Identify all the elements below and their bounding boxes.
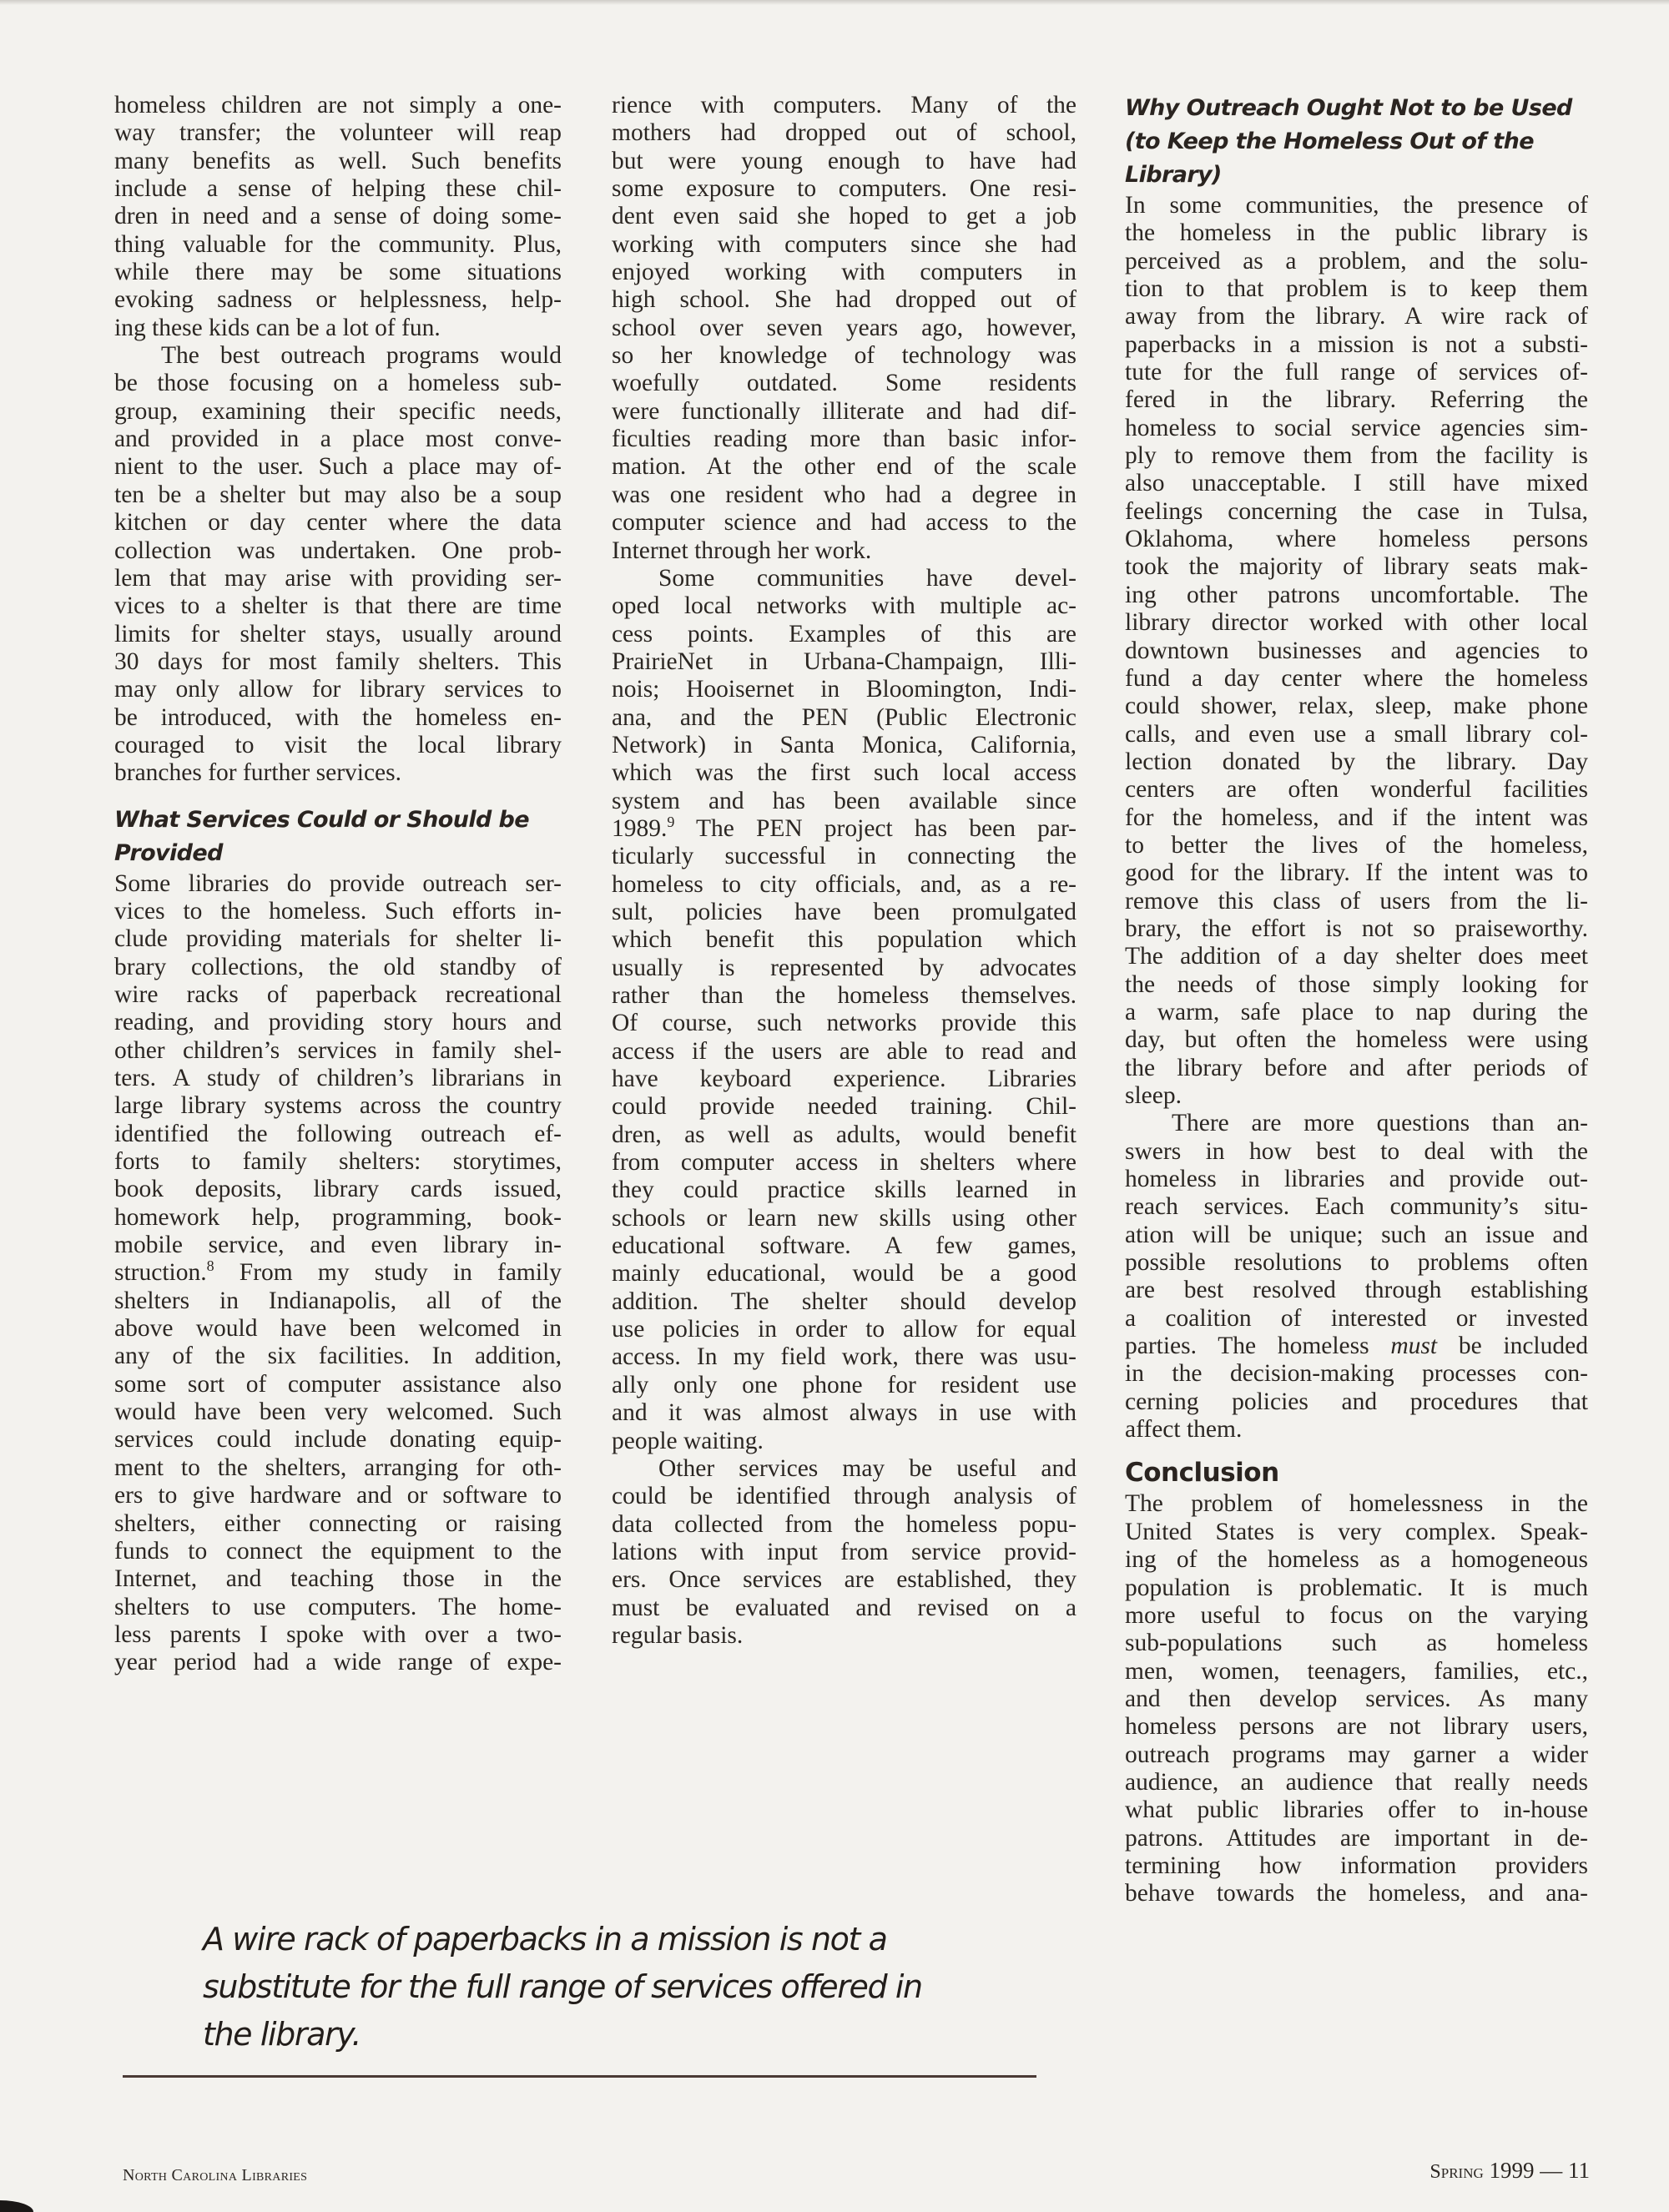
text-line: ply to remove them from the facility is: [1125, 442, 1588, 470]
text-line: kitchen or day center where the data: [114, 509, 562, 537]
text-line: ing these kids can be a lot of fun.: [114, 314, 441, 341]
section-heading: Why Outreach Ought Not to be Used: [1125, 95, 1572, 121]
text-line: more useful to focus on the varying: [1125, 1601, 1588, 1629]
text-line: access if the users are able to read and: [612, 1037, 1077, 1065]
text-line: some exposure to computers. One resi-: [612, 175, 1077, 203]
text-line: computer science and had access to the: [612, 509, 1077, 537]
text-line: swers in how best to deal with the: [1125, 1137, 1588, 1165]
text-line: homework help, programming, book-: [114, 1203, 562, 1231]
text-line: were functionally illiterate and had dif-: [612, 397, 1077, 425]
text-line: perceived as a problem, and the solu-: [1125, 247, 1588, 275]
text-line: regular basis.: [612, 1621, 744, 1649]
footer-season: Spring: [1429, 2161, 1484, 2183]
text-line: less parents I spoke with over a two-: [114, 1620, 562, 1648]
section-heading: Conclusion: [1125, 1458, 1279, 1489]
text-line: reading, and providing story hours and: [114, 1009, 562, 1036]
text-line: dren in need and a sense of doing some-: [114, 203, 562, 230]
text-line: shelters in Indianapolis, all of the: [114, 1287, 562, 1314]
text-line: large library systems across the country: [114, 1092, 562, 1120]
text-line: ing other patrons uncomfortable. The: [1125, 581, 1588, 608]
text-line: woefully outdated. Some residents: [612, 370, 1077, 397]
pull-quote-rule: [123, 2075, 1036, 2078]
text-line: took the majority of library seats mak-: [1125, 553, 1588, 581]
text-line: other children’s services in family shel-: [114, 1036, 562, 1064]
text-line: vices to the homeless. Such efforts in-: [114, 897, 562, 925]
text-line: library director worked with other local: [1125, 609, 1588, 637]
text-line: calls, and even use a small library col-: [1125, 720, 1588, 748]
text-line: shelters to use computers. The home-: [114, 1593, 562, 1620]
text-line: could shower, relax, sleep, make phone: [1125, 693, 1588, 720]
text-line: Internet, and teaching those in the: [114, 1565, 562, 1593]
text-line: are best resolved through establishing: [1125, 1277, 1588, 1304]
text-line: couraged to visit the local library: [114, 731, 562, 758]
text-line: homeless in libraries and provide out-: [1125, 1166, 1588, 1193]
text-line: day, but often the homeless were using: [1125, 1026, 1588, 1054]
text-line: sult, policies have been promulgated: [612, 898, 1077, 925]
text-line: identified the following outreach ef-: [114, 1120, 562, 1147]
text-line: be those focusing on a homeless sub-: [114, 370, 562, 397]
text-line: and then develop services. As many: [1125, 1685, 1588, 1712]
text-line: behave towards the homeless, and ana-: [1125, 1880, 1588, 1907]
text-line: shelters, either connecting or raising: [114, 1509, 562, 1537]
text-line: people waiting.: [612, 1427, 764, 1454]
text-line: above would have been welcomed in: [114, 1315, 562, 1343]
text-fragment: struction.: [114, 1259, 207, 1287]
text-line: rather than the homeless themselves.: [612, 982, 1077, 1009]
text-line: evoking sadness or helplessness, help-: [114, 286, 562, 314]
text-line: sleep.: [1125, 1082, 1182, 1109]
text-line: may only allow for library services to: [114, 676, 562, 703]
text-line: for the homeless, and if the intent was: [1125, 804, 1588, 831]
text-line: services could include donating equip-: [114, 1426, 562, 1454]
text-line: reach services. Each community’s situ-: [1125, 1193, 1588, 1221]
text-line: addition. The shelter should develop: [612, 1287, 1077, 1315]
text-line: Some libraries do provide outreach ser-: [114, 869, 562, 897]
text-line: mation. At the other end of the scale: [612, 453, 1077, 481]
text-line: brary, the effort is not so praiseworthy.: [1125, 915, 1588, 942]
text-line: lations with input from service provid-: [612, 1538, 1077, 1565]
text-line: Some communities have devel-: [658, 564, 1077, 592]
text-line: ation will be unique; such an issue and: [1125, 1221, 1588, 1248]
text-line: branches for further services.: [114, 759, 402, 787]
text-line: ers. Once services are established, they: [612, 1566, 1077, 1594]
text-line: school over seven years ago, however,: [612, 314, 1077, 341]
text-line: ficulties reading more than basic infor-: [612, 426, 1077, 453]
text-line: educational software. A few games,: [612, 1232, 1077, 1260]
text-line: ticularly successful in connecting the: [612, 843, 1077, 870]
text-line: way transfer; the volunteer will reap: [114, 119, 562, 147]
text-line: mothers had dropped out of school,: [612, 119, 1077, 147]
text-line: patrons. Attitudes are important in de-: [1125, 1824, 1588, 1852]
text-line: nois; Hooisernet in Bloomington, Indi-: [612, 676, 1077, 703]
text-line: enjoyed working with computers in: [612, 259, 1077, 286]
text-line: funds to connect the equipment to the: [114, 1537, 562, 1565]
text-line: so her knowledge of technology was: [612, 342, 1077, 370]
text-line: There are more questions than an-: [1172, 1110, 1588, 1137]
text-line: they could practice skills learned in: [612, 1177, 1077, 1204]
text-line: group, examining their specific needs,: [114, 397, 562, 425]
text-line: paperbacks in a mission is not a substi-: [1125, 330, 1588, 358]
pull-quote-line: the library.: [203, 2016, 361, 2053]
page-corner-shadow: [0, 2200, 33, 2212]
text-line: book deposits, library cards issued,: [114, 1176, 562, 1203]
text-line: dren, as well as adults, would benefit: [612, 1121, 1077, 1148]
text-line: mobile service, and even library in-: [114, 1232, 562, 1259]
article-column-1: [114, 92, 562, 1677]
pull-quote-line: A wire rack of paperbacks in a mission is not a: [203, 1921, 887, 1958]
text-line: the library before and after periods of: [1125, 1054, 1588, 1081]
text-line: wire racks of paperback recreational: [114, 980, 562, 1008]
text-line: use policies in order to allow for equal: [612, 1316, 1077, 1343]
text-line: cess points. Examples of this are: [612, 620, 1077, 647]
text-line: fered in the library. Referring the: [1125, 386, 1588, 414]
section-heading: Provided: [114, 839, 223, 866]
text-line: forts to family shelters: storytimes,: [114, 1148, 562, 1176]
text-line: In some communities, the presence of: [1125, 192, 1588, 219]
text-line: away from the library. A wire rack of: [1125, 303, 1588, 330]
text-line: termining how information providers: [1125, 1852, 1588, 1879]
text-line: PrairieNet in Urbana-Champaign, Illi-: [612, 647, 1077, 675]
text-line: Other services may be useful and: [658, 1454, 1077, 1482]
text-fragment: 1989.: [612, 814, 668, 842]
text-line: affect them.: [1125, 1416, 1243, 1444]
text-line: a warm, safe place to nap during the: [1125, 998, 1588, 1025]
text-line: ally only one phone for resident use: [612, 1371, 1077, 1398]
text-line: must be evaluated and revised on a: [612, 1594, 1077, 1621]
text-fragment: parties. The homeless: [1125, 1333, 1391, 1360]
text-line: ters. A study of children’s librarians in: [114, 1065, 562, 1091]
section-heading: What Services Could or Should be: [114, 806, 529, 833]
text-line: remove this class of users from the li-: [1125, 887, 1588, 915]
text-line: year period had a wide range of expe-: [114, 1649, 562, 1676]
text-line: working with computers since she had: [612, 230, 1077, 258]
text-line: vices to a shelter is that there are time: [114, 592, 562, 620]
text-line: dent even said she hoped to get a job: [612, 203, 1077, 230]
text-line: from computer access in shelters where: [612, 1149, 1077, 1177]
text-line: feelings concerning the case in Tulsa,: [1125, 497, 1588, 525]
text-line: outreach programs may garner a wider: [1125, 1741, 1588, 1768]
text-line: Internet through her work.: [612, 537, 872, 564]
text-line: good for the library. If the intent was to: [1125, 859, 1588, 887]
text-line: lection donated by the library. Day: [1125, 748, 1588, 775]
text-line: ment to the shelters, arranging for oth-: [114, 1454, 562, 1481]
footer-issue-and-page: [1429, 2158, 1590, 2184]
text-line: population is problematic. It is much: [1125, 1574, 1588, 1601]
text-line: the homeless in the public library is: [1125, 219, 1588, 247]
text-line: access. In my field work, there was usu-: [612, 1343, 1077, 1371]
text-line: tion to that problem is to keep them: [1125, 275, 1588, 303]
pull-quote: [203, 1916, 1004, 2058]
text-line: could provide needed training. Chil-: [612, 1093, 1077, 1121]
text-line: The best outreach programs would: [161, 342, 562, 370]
text-line: some sort of computer assistance also: [114, 1370, 562, 1398]
footnote-marker: 8: [206, 1257, 214, 1275]
text-line: nient to the user. Such a place may of-: [114, 453, 562, 481]
text-line: homeless children are not simply a one-: [114, 92, 562, 118]
text-line: which benefit this population which: [612, 926, 1077, 954]
text-line: while there may be some situations: [114, 259, 562, 286]
text-line: be introduced, with the homeless en-: [114, 703, 562, 731]
section-heading: Library): [1125, 162, 1222, 188]
text-line: The problem of homelessness in the: [1125, 1490, 1588, 1518]
page-number: 11: [1568, 2158, 1590, 2183]
text-line: downtown businesses and agencies to: [1125, 637, 1588, 664]
text-line: data collected from the homeless popu-: [612, 1510, 1077, 1538]
text-line: collection was undertaken. One prob-: [114, 537, 562, 564]
text-line: Of course, such networks provide this: [612, 1010, 1077, 1037]
text-line: to better the lives of the homeless,: [1125, 831, 1588, 859]
emphasis-text: must: [1390, 1333, 1438, 1360]
text-line: tute for the full range of services of-: [1125, 359, 1588, 386]
text-line: homeless to city officials, and, as a re-: [612, 870, 1077, 898]
text-fragment: From my study in family: [214, 1259, 562, 1287]
text-line: homeless to social service agencies sim-: [1125, 414, 1588, 441]
text-line: many benefits as well. Such benefits: [114, 147, 562, 174]
text-line: men, women, teenagers, families, etc.,: [1125, 1657, 1588, 1685]
text-fragment: be included: [1437, 1333, 1588, 1360]
text-line: what public libraries offer to in-house: [1125, 1796, 1588, 1824]
article-column-3: [1125, 92, 1588, 1908]
text-line: United States is very complex. Speak-: [1125, 1518, 1588, 1545]
text-line: lem that may arise with providing ser-: [114, 564, 562, 592]
text-line: mainly educational, would be a good: [612, 1260, 1077, 1287]
text-line: could be identified through analysis of: [612, 1483, 1077, 1510]
text-line: include a sense of helping these chil-: [114, 175, 562, 203]
text-line: in the decision-making processes con-: [1125, 1360, 1588, 1388]
text-line: the needs of those simply looking for: [1125, 970, 1588, 998]
text-line: clude providing materials for shelter li-: [114, 925, 562, 953]
article-column-2: [612, 92, 1077, 1650]
text-line: homeless persons are not library users,: [1125, 1713, 1588, 1741]
text-line: brary collections, the old standby of: [114, 953, 562, 980]
text-line: would have been very welcomed. Such: [114, 1398, 562, 1426]
text-line: sub-populations such as homeless: [1125, 1630, 1588, 1657]
text-line: any of the six facilities. In addition,: [114, 1343, 562, 1370]
footer-year: 1999: [1489, 2158, 1535, 2183]
page-top-edge: [0, 0, 1669, 5]
text-line: [114, 1259, 562, 1287]
text-line: limits for shelter stays, usually around: [114, 620, 562, 647]
text-line: ers to give hardware and or software to: [114, 1482, 562, 1509]
footnote-marker: 9: [667, 814, 675, 831]
text-line: also unacceptable. I still have mixed: [1125, 470, 1588, 497]
text-line: Oklahoma, where homeless persons: [1125, 526, 1588, 553]
text-line: usually is represented by advocates: [612, 954, 1077, 981]
text-line: centers are often wonderful facilities: [1125, 776, 1588, 804]
text-line: and it was almost always in use with: [612, 1399, 1077, 1427]
section-heading: (to Keep the Homeless Out of the: [1125, 128, 1534, 154]
text-line: fund a day center where the homeless: [1125, 664, 1588, 692]
footer-separator: —: [1540, 2158, 1563, 2183]
text-line: The addition of a day shelter does meet: [1125, 943, 1588, 970]
text-line: schools or learn new skills using other: [612, 1204, 1077, 1232]
text-line: system and has been available since: [612, 787, 1077, 814]
text-line: [1125, 1333, 1588, 1360]
pull-quote-line: substitute for the full range of services offered in: [203, 1968, 922, 2005]
text-line: and provided in a place most conve-: [114, 426, 562, 453]
text-line: [612, 815, 1077, 843]
text-line: Network) in Santa Monica, California,: [612, 731, 1077, 758]
text-line: rience with computers. Many of the: [612, 92, 1077, 118]
text-line: audience, an audience that really needs: [1125, 1768, 1588, 1796]
footer-publication-name: North Carolina Libraries: [123, 2166, 308, 2184]
text-line: a coalition of interested or invested: [1125, 1304, 1588, 1332]
text-line: have keyboard experience. Libraries: [612, 1066, 1077, 1093]
text-line: cerning policies and procedures that: [1125, 1388, 1588, 1415]
text-line: 30 days for most family shelters. This: [114, 647, 562, 675]
text-line: which was the first such local access: [612, 759, 1077, 787]
text-line: ing of the homeless as a homogeneous: [1125, 1546, 1588, 1574]
text-line: but were young enough to have had: [612, 147, 1077, 174]
text-fragment: The PEN project has been par-: [674, 814, 1077, 842]
text-line: thing valuable for the community. Plus,: [114, 230, 562, 258]
text-line: high school. She had dropped out of: [612, 286, 1077, 314]
text-line: was one resident who had a degree in: [612, 481, 1077, 508]
text-line: possible resolutions to problems often: [1125, 1249, 1588, 1277]
text-line: oped local networks with multiple ac-: [612, 592, 1077, 620]
text-line: ten be a shelter but may also be a soup: [114, 481, 562, 508]
text-line: ana, and the PEN (Public Electronic: [612, 703, 1077, 731]
